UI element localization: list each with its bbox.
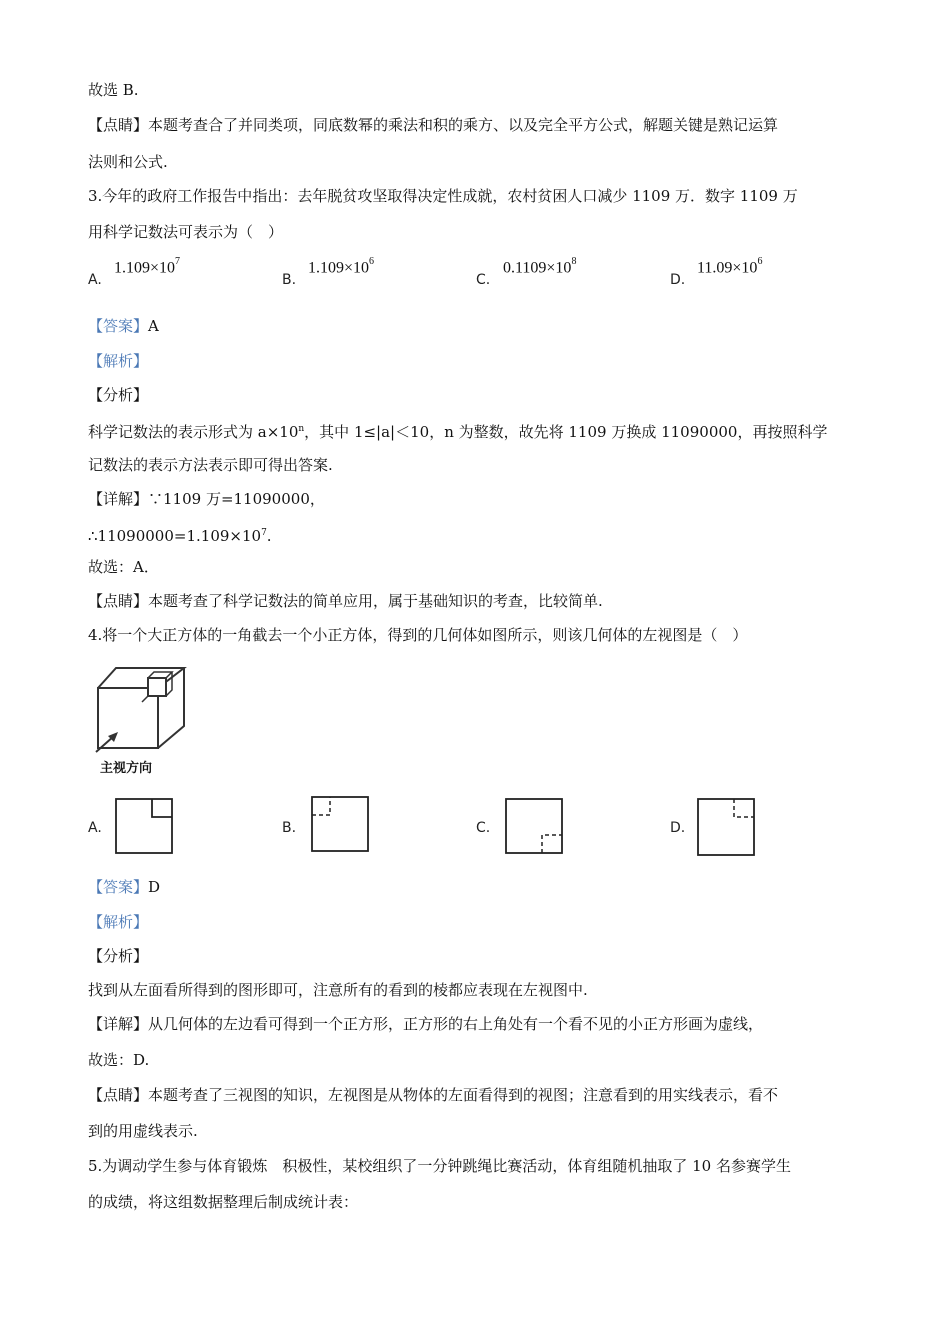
option-c-label: C.: [476, 272, 491, 288]
xiangjie-3-cont: $\therefore 11090000=1.109\times 10^7$.: [88, 527, 272, 545]
xiangjie-4: 【详解】从几何体的左边看可得到一个正方形，正方形的右上角处有一个看不见的小正方形画为虚线，: [88, 1015, 764, 1033]
option-b-label: B.: [282, 272, 297, 288]
xiangjie-3: 【详解】∵1109 万=11090000，: [88, 490, 325, 508]
answer-4: 【答案】D: [88, 878, 161, 896]
dianjing-4: 【点睛】本题考查了三视图的知识，左视图是从物体的左面看得到的视图；注意看到的用实线表示，看不: [88, 1086, 779, 1104]
option-b-value: $1.109\times 10^6$: [308, 256, 375, 277]
question-3-text-cont: 用科学记数法可表示为（ ）: [88, 223, 284, 241]
question-3-text: 3.今年的政府工作报告中指出：去年脱贫攻坚取得决定性成就，农村贫困人口减少 1109 万．数字 1109 万: [88, 187, 798, 205]
option-b-view: [310, 795, 372, 855]
fenxi-4-heading: 【分析】: [88, 947, 149, 965]
answer-3: 【答案】A: [88, 317, 159, 335]
figure-caption: 主视方向: [100, 761, 153, 776]
question-5-text: 5.为调动学生参与体育锻炼 积极性，某校组织了一分钟跳绳比赛活动，体育组随机抽取了 10 名参赛学生: [88, 1157, 791, 1175]
option-d-value: $11.09\times 10^6$: [697, 256, 763, 277]
answer-choice-3: 故选：A．: [88, 558, 159, 576]
jiexi-4-heading: 【解析】: [88, 913, 149, 931]
dianjing-4-cont: 到的用虚线表示.: [88, 1122, 198, 1140]
option-b-label: B.: [282, 820, 297, 836]
option-a-label: A.: [88, 272, 102, 288]
option-c-view: [504, 797, 566, 857]
fenxi-3-heading: 【分析】: [88, 386, 149, 404]
dianjing-note: 【点睛】本题考查合了并同类项，同底数幂的乘法和积的乘方、以及完全平方公式，解题关键是熟记运算: [88, 116, 779, 134]
jiexi-3-heading: 【解析】: [88, 352, 149, 370]
question-4-text: 4.将一个大正方体的一角截去一个小正方体，得到的几何体如图所示，则该几何体的左视图是（ ）: [88, 626, 748, 644]
option-a-view: [114, 797, 176, 857]
question-5-text-cont: 的成绩，将这组数据整理后制成统计表：: [88, 1193, 359, 1211]
answer-choice-line: 故选 B.: [88, 81, 139, 99]
fenxi-3-text: 科学记数法的表示形式为 $a\times 10^n$，其中 1≤|a|＜10，n 为整数，故先将 1109 万换成 11090000，再按照科学: [88, 423, 828, 441]
option-c-value: $0.1109\times 10^8$: [503, 256, 577, 277]
option-a-value: $1.109\times 10^7$: [114, 256, 181, 277]
option-d-label: D.: [670, 820, 686, 836]
answer-choice-4: 故选：D.: [88, 1051, 150, 1069]
option-a-label: A.: [88, 820, 102, 836]
option-d-view: [696, 797, 758, 857]
fenxi-4-text: 找到从左面看所得到的图形即可，注意所有的看到的棱都应表现在左视图中.: [88, 981, 588, 999]
dianjing-3: 【点睛】本题考查了科学记数法的简单应用，属于基础知识的考查，比较简单.: [88, 592, 603, 610]
option-c-label: C.: [476, 820, 491, 836]
dianjing-note-cont: 法则和公式.: [88, 153, 168, 171]
fenxi-3-text-cont: 记数法的表示方法表示即可得出答案.: [88, 456, 333, 474]
option-d-label: D.: [670, 272, 686, 288]
